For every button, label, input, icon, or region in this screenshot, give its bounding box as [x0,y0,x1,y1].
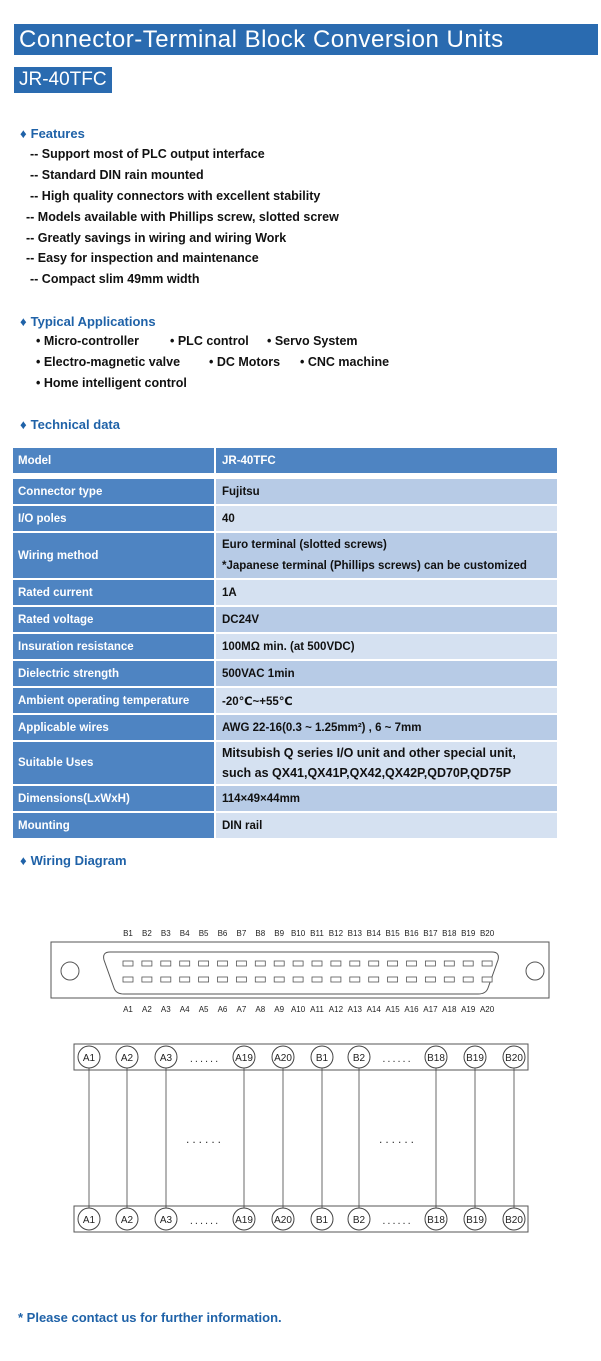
terminal-ellipsis: ...... [189,1215,221,1227]
application-item: • Home intelligent control [36,376,187,390]
pin-label-bottom: A18 [442,1005,457,1014]
table-row [13,506,557,531]
table-cell-value: Mitsubish Q series I/O unit and other special unit, such as QX41,QX41P,QX42,QX42P,QD70P,QD75P [216,742,557,784]
pin-label-top: B5 [198,929,209,938]
feature-item: -- Models available with Phillips screw, slotted screw [26,210,339,224]
table-cell-value: AWG 22-16(0.3 ~ 1.25mm²) , 6 ~ 7mm [216,715,557,740]
diamond-icon: ♦ [20,314,27,329]
page-title: Connector-Terminal Block Conversion Units [14,24,598,55]
pin-hole-top [293,961,303,966]
feature-item: -- Compact slim 49mm width [30,272,200,286]
terminal-label: B18 [427,1215,445,1226]
pin-hole-top [236,961,246,966]
pin-label-bottom: A1 [123,1005,133,1014]
table-cell-value: 100MΩ min. (at 500VDC) [216,634,557,659]
pin-hole-bottom [142,977,152,982]
terminal-ellipsis: ...... [382,1215,413,1227]
pin-hole-top [369,961,379,966]
pin-hole-top [463,961,473,966]
pin-hole-top [199,961,209,966]
pin-hole-top [161,961,171,966]
pin-label-top: B12 [328,929,344,938]
pin-label-bottom: A14 [366,1005,381,1014]
terminal-label: A2 [120,1053,134,1064]
terminal-label: B20 [505,1053,523,1064]
applications-heading: ♦ Typical Applications [20,314,156,329]
table-cell-label: Mounting [13,813,214,838]
terminal-label: B1 [315,1053,329,1064]
feature-item: -- Easy for inspection and maintenance [26,251,259,265]
table-cell-value: Fujitsu [216,479,557,504]
terminal-label: B19 [466,1053,484,1064]
middle-ellipsis-right: ...... [378,1132,418,1146]
terminal-label: A2 [120,1215,134,1226]
pin-hole-top [425,961,435,966]
pin-hole-top [388,961,398,966]
pin-hole-bottom [482,977,492,982]
pin-label-bottom: A3 [160,1005,171,1014]
pin-hole-bottom [388,977,398,982]
pin-label-top: B18 [442,929,457,938]
terminal-ellipsis: ...... [382,1053,413,1065]
pin-hole-bottom [236,977,246,982]
pin-label-bottom: A6 [217,1005,228,1014]
table-cell-label: Connector type [13,479,214,504]
application-item: • DC Motors [209,355,281,369]
pin-hole-top [350,961,360,966]
table-cell-label: Insuration resistance [13,634,214,659]
pin-label-top: B19 [461,929,476,938]
application-item: • Servo System [267,334,358,348]
pin-label-top: B14 [366,929,381,938]
pin-label-top: B20 [479,929,495,938]
terminal-label: A3 [159,1215,173,1226]
pin-label-top: B9 [274,929,285,938]
table-cell-label: Wiring method [13,533,214,578]
pin-label-bottom: A7 [236,1005,247,1014]
pin-hole-top [407,961,417,966]
pin-hole-bottom [444,977,454,982]
pin-label-bottom: A19 [461,1005,476,1014]
terminal-label: B19 [466,1215,484,1226]
table-cell-value: 500VAC 1min [216,661,557,686]
feature-item: -- Support most of PLC output interface [30,147,265,161]
pin-label-bottom: A15 [385,1005,400,1014]
table-cell-value: DC24V [216,607,557,632]
table-row [13,607,557,632]
table-cell-label: Applicable wires [13,715,214,740]
pin-label-bottom: A17 [423,1005,438,1014]
pin-label-bottom: A13 [347,1005,362,1014]
pin-hole-bottom [463,977,473,982]
table-row [13,448,557,473]
terminal-label: B18 [427,1053,445,1064]
pin-hole-bottom [312,977,322,982]
table-cell-label: I/O poles [13,506,214,531]
pin-hole-top [482,961,492,966]
terminal-ellipsis: ...... [189,1053,221,1065]
pin-hole-top [180,961,190,966]
pin-label-bottom: A9 [274,1005,285,1014]
pin-hole-bottom [331,977,341,982]
diamond-icon: ♦ [20,126,27,141]
pin-hole-bottom [255,977,265,982]
pin-label-top: B3 [160,929,171,938]
pin-label-top: B10 [290,929,306,938]
feature-item: -- Greatly savings in wiring and wiring Work [26,231,287,245]
mount-hole-left-icon [61,962,79,980]
terminal-label: A1 [82,1215,96,1226]
terminal-label: A19 [235,1053,253,1064]
diamond-icon: ♦ [20,853,27,868]
pin-hole-bottom [425,977,435,982]
pin-label-bottom: A12 [328,1005,344,1014]
table-cell-label: Suitable Uses [13,742,214,784]
application-item: • CNC machine [300,355,390,369]
pin-label-top: B4 [179,929,190,938]
table-row [13,580,557,605]
terminal-label: A20 [274,1215,292,1226]
table-row [13,479,557,504]
terminal-label: A1 [82,1053,96,1064]
table-cell-value: 40 [216,506,557,531]
wiring-diagram [0,900,601,1250]
pin-label-top: B11 [310,929,324,938]
terminal-label: B1 [315,1215,329,1226]
table-cell-value: Euro terminal (slotted screws) *Japanese terminal (Phillips screws) can be customized [216,533,557,578]
pin-label-bottom: A2 [142,1005,152,1014]
table-cell-label: Dielectric strength [13,661,214,686]
terminal-label: B20 [505,1215,523,1226]
model-badge: JR-40TFC [14,67,112,93]
table-row [13,715,557,740]
table-row [13,786,557,811]
pin-label-top: B8 [255,929,266,938]
terminal-label: B2 [352,1053,366,1064]
terminal-block-bottom [74,1206,528,1232]
pin-hole-top [274,961,284,966]
pin-hole-top [312,961,322,966]
pin-hole-bottom [274,977,284,982]
middle-ellipsis-left: ...... [185,1132,225,1146]
terminal-label: A19 [235,1215,253,1226]
terminal-label: A3 [159,1053,173,1064]
wiring-heading: ♦ Wiring Diagram [20,853,127,868]
pin-hole-top [444,961,454,966]
pin-hole-bottom [161,977,171,982]
table-row [13,688,557,713]
diamond-icon: ♦ [20,417,27,432]
terminal-block-top [74,1044,528,1070]
pin-label-top: B2 [142,929,152,938]
pin-label-bottom: A20 [479,1005,495,1014]
table-cell-label: Model [13,448,214,473]
pin-hole-bottom [180,977,190,982]
table-row [13,813,557,838]
pin-label-bottom: A11 [310,1005,324,1014]
terminal-label: B2 [352,1215,366,1226]
pin-label-top: B1 [123,929,133,938]
pin-label-bottom: A5 [198,1005,209,1014]
pin-label-bottom: A16 [404,1005,419,1014]
table-row [13,533,557,578]
pin-hole-top [142,961,152,966]
pin-hole-top [331,961,341,966]
application-item: • Micro-controller [36,334,139,348]
table-cell-label: Ambient operating temperature [13,688,214,713]
table-cell-value: DIN rail [216,813,557,838]
pin-label-bottom: A4 [179,1005,190,1014]
application-item: • Electro-magnetic valve [36,355,181,369]
pin-label-bottom: A8 [255,1005,266,1014]
pin-hole-top [218,961,228,966]
pin-hole-bottom [407,977,417,982]
table-cell-value: 1A [216,580,557,605]
table-row [13,742,557,784]
pin-label-bottom: A10 [290,1005,306,1014]
pin-label-top: B16 [404,929,419,938]
table-cell-label: Rated voltage [13,607,214,632]
table-row [13,661,557,686]
features-heading: ♦ Features [20,126,85,141]
table-cell-value: -20℃~+55℃ [216,688,557,713]
pin-hole-bottom [350,977,360,982]
application-item: • PLC control [170,334,249,348]
terminal-label: A20 [274,1053,292,1064]
contact-note: * Please contact us for further information. [18,1310,282,1325]
pin-hole-bottom [123,977,133,982]
table-cell-label: Dimensions(LxWxH) [13,786,214,811]
pin-hole-bottom [218,977,228,982]
pin-label-top: B6 [217,929,228,938]
pin-label-top: B17 [423,929,438,938]
pin-label-top: B15 [385,929,400,938]
connector-shell [104,952,499,994]
table-row [13,634,557,659]
table-cell-value: JR-40TFC [216,448,557,473]
feature-item: -- High quality connectors with excellent stability [30,189,321,203]
technical-table [13,448,557,840]
pin-label-top: B13 [347,929,362,938]
pin-hole-bottom [293,977,303,982]
pin-hole-top [255,961,265,966]
pin-label-top: B7 [236,929,247,938]
mount-hole-right-icon [526,962,544,980]
table-cell-label: Rated current [13,580,214,605]
technical-heading: ♦ Technical data [20,417,120,432]
pin-hole-top [123,961,133,966]
pin-hole-bottom [199,977,209,982]
feature-item: -- Standard DIN rain mounted [30,168,204,182]
table-cell-value: 114×49×44mm [216,786,557,811]
pin-hole-bottom [369,977,379,982]
